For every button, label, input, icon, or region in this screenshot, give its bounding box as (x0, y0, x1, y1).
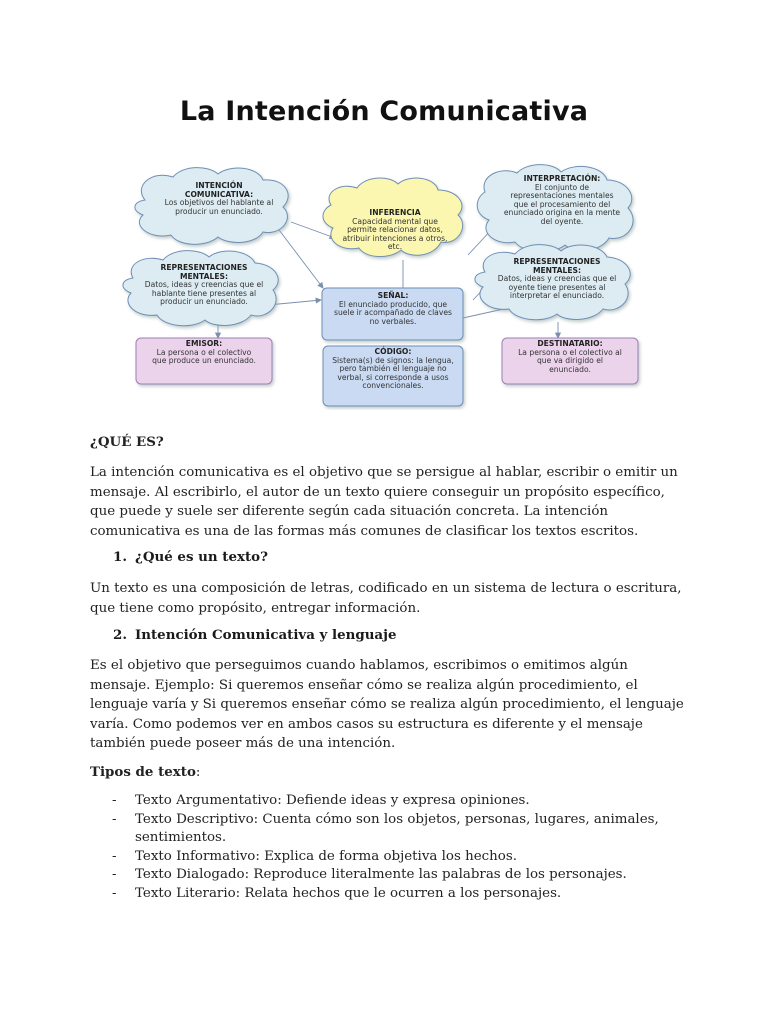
node-intencion (163, 182, 275, 216)
node-destinatario-heading: DESTINATARIO: (537, 339, 603, 348)
node-rep-emisor-text: Datos, ideas y creencias que el hablante tiene presentes al producir un enunciado. (144, 280, 264, 307)
node-rep-destinatario (497, 258, 617, 301)
node-emisor-text: La persona o el colectivo que produce un enunciado. (152, 347, 256, 366)
que-es-heading: ¿QUÉ ES? (90, 434, 164, 450)
node-emisor (151, 340, 257, 366)
list-dash: - (112, 811, 117, 827)
section1-title: ¿Qué es un texto? (135, 549, 268, 565)
node-senal-text: El enunciado producido, que suele ir acompañado de claves no verbales. (334, 299, 452, 326)
section1-paragraph: Un texto es una composición de letras, codificado en un sistema de lectura o escritura, que tiene como propósito, entregar información. (90, 581, 682, 616)
tipos-colon: : (195, 765, 201, 780)
list-item (112, 792, 672, 811)
list-item (112, 811, 672, 848)
node-rep-emisor (143, 264, 265, 307)
section2-number: 2. (113, 627, 127, 643)
node-codigo (329, 348, 457, 391)
node-inferencia-text: Capacidad mental que permite relacionar datos, atribuir intenciones a otros, etc. (342, 216, 448, 252)
node-codigo-text: Sistema(s) de signos: la lengua, pero también el lenguaje no verbal, si corresponde a usos convencionales. (332, 355, 454, 391)
list-dash: - (112, 793, 117, 808)
page-title: La Intención Comunicativa (179, 96, 589, 127)
list-item (112, 885, 672, 904)
tipos-heading: Tipos de texto (90, 764, 196, 780)
list-item-text: Texto Literario: Relata hechos que le ocurren a los personajes. (135, 885, 562, 901)
list-item-text: Texto Informativo: Explica de forma objetiva los hechos. (135, 848, 517, 864)
list-item-text: Texto Dialogado: Reproduce literalmente las palabras de los personajes. (135, 867, 627, 882)
section2-title: Intención Comunicativa y lenguaje (135, 627, 397, 643)
list-dash: - (112, 848, 117, 864)
section2-heading (113, 627, 396, 643)
node-intencion-text: Los objetivos del hablante al producir un enunciado. (164, 198, 274, 216)
list-item (112, 848, 672, 867)
node-interpretacion (503, 175, 621, 227)
que-es-paragraph: La intención comunicativa es el objetivo que se persigue al hablar, escribir o emitir un mensaje. Al escribirlo, el autor de un texto quiere conseguir un propósito específico, que puede y suele ser diferente según cada situación concreta. La intención comunicativa es una de las formas más comunes de clasificar los textos escritos. (90, 465, 678, 539)
node-senal (329, 292, 457, 326)
node-rep-emisor-heading: REPRESENTACIONES MENTALES: (160, 263, 248, 281)
node-rep-destinatario-heading: REPRESENTACIONES MENTALES: (513, 257, 601, 275)
node-interpretacion-text: El conjunto de representaciones mentales que el procesamiento del enunciado origina en la mente del oyente. (503, 182, 621, 226)
list-dash: - (112, 885, 117, 901)
node-senal-heading: SEÑAL: (377, 291, 409, 300)
tipos-heading-line (90, 763, 690, 783)
list-item-text: Texto Descriptivo: Cuenta cómo son los objetos, personas, lugares, animales, sentimientos. (135, 811, 659, 845)
node-inferencia (339, 209, 451, 252)
section1-number: 1. (113, 549, 127, 565)
node-inferencia-heading: INFERENCIA (369, 208, 421, 217)
tipos-list (112, 792, 672, 903)
node-emisor-heading: EMISOR: (185, 339, 223, 348)
node-intencion-heading: INTENCIÓN COMUNICATIVA: (184, 181, 254, 199)
node-rep-destinatario-text: Datos, ideas y creencias que el oyente tiene presentes al interpretar el enunciado. (497, 274, 617, 301)
node-destinatario (515, 340, 625, 374)
section2-paragraph: Es el objetivo que perseguimos cuando hablamos, escribimos o emitimos algún mensaje. Ejemplo: Si queremos enseñar cómo se realiza algún procedimiento, el lenguaje varía y Si queremos enseñar cómo se realiza algún procedimiento, el lenguaje varía. Como podemos ver en ambos casos su estructura es diferente y el mensaje también puede poseer más de una intención. (90, 658, 684, 751)
node-codigo-heading: CÓDIGO: (374, 347, 412, 356)
node-interpretacion-heading: INTERPRETACIÓN: (523, 174, 601, 183)
list-dash: - (112, 867, 117, 882)
list-item (112, 866, 672, 885)
node-destinatario-text: La persona o el colectivo al que va dirigido el enunciado. (518, 347, 622, 374)
list-item-text: Texto Argumentativo: Defiende ideas y expresa opiniones. (135, 793, 530, 808)
communication-diagram (113, 160, 663, 410)
section1-heading (113, 549, 268, 565)
